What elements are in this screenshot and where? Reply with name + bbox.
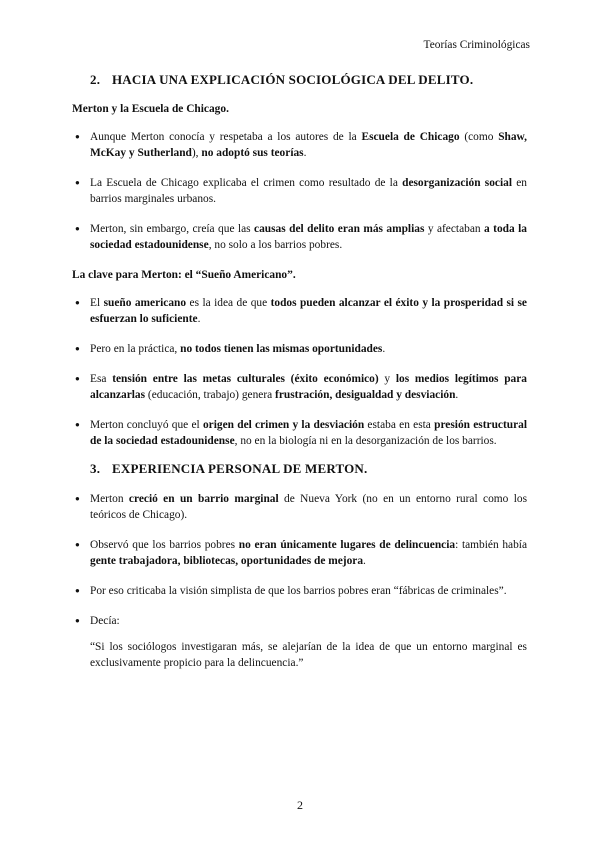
text-run: Decía: (90, 615, 120, 627)
bold-text: los medios legítimos para alcanzarlas (90, 373, 527, 401)
bullet-item (72, 129, 527, 161)
bold-text: sueño americano (103, 297, 187, 309)
bold-text: a toda la sociedad estadounidense (90, 223, 527, 251)
subsection-merton-chicago-list (72, 129, 527, 253)
text-run: Esa (90, 373, 113, 385)
text-run: . (363, 555, 366, 567)
bold-text: origen del crimen y la desviación (202, 419, 365, 431)
bold-text: tensión entre las metas culturales (éxito económico) (112, 373, 379, 385)
section-3-list (72, 491, 527, 629)
merton-quote: “Si los sociólogos investigaran más, se alejarían de la idea de que un entorno marginal es exclusivamente propicio para la delincuencia.” (90, 641, 527, 669)
subsection-american-dream-list (72, 295, 527, 449)
running-header: Teorías Criminológicas (423, 39, 530, 51)
bullet-item (72, 175, 527, 207)
bold-text: no adoptó sus teorías (201, 147, 304, 159)
text-run: . (197, 313, 201, 325)
text-run: Merton, sin embargo, creía que las (90, 223, 255, 235)
text-run: , no solo a los barrios pobres. (208, 239, 343, 251)
bullet-item (72, 613, 527, 629)
text-run: , no en la biología ni en la desorganización de los barrios. (234, 435, 497, 447)
bullet-item (72, 537, 527, 569)
text-run: Observó que los barrios pobres (90, 539, 239, 551)
section-2-title: HACIA UNA EXPLICACIÓN SOCIOLÓGICA DEL DELITO. (112, 72, 474, 87)
bullet-item (72, 371, 527, 403)
bold-text: creció en un barrio marginal (128, 493, 279, 505)
text-run: ), (191, 147, 202, 159)
bold-text: gente trabajadora, bibliotecas, oportunidades de mejora (90, 555, 364, 567)
bold-text: no eran únicamente lugares de delincuencia (238, 539, 456, 551)
text-run: Pero en la práctica, (90, 343, 181, 355)
bold-text: causas del delito eran más amplias (254, 223, 425, 235)
bullet-item (72, 417, 527, 449)
text-run: (como (459, 131, 499, 143)
text-run: Merton concluyó que el (90, 419, 203, 431)
text-run: y (378, 373, 396, 385)
section-3-title: EXPERIENCIA PERSONAL DE MERTON. (112, 461, 368, 476)
subsection-merton-chicago-title: Merton y la Escuela de Chicago. (72, 103, 229, 115)
text-run: es la idea de que (186, 297, 271, 309)
bold-text: todos pueden alcanzar el éxito y la prosperidad si se esfuerzan lo suficiente (90, 297, 527, 325)
text-run: . (382, 343, 386, 355)
text-run: Merton (90, 493, 129, 505)
text-run: Por eso criticaba la visión simplista de que los barrios pobres eran “fábricas de criminales”. (90, 585, 507, 597)
page-content (72, 70, 527, 671)
bullet-item (72, 491, 527, 523)
bullet-item (72, 221, 527, 253)
text-run: estaba en esta (364, 419, 435, 431)
bold-text: frustración, desigualdad y desviación (275, 389, 456, 401)
bullet-item (72, 583, 527, 599)
text-run: y afectaban (424, 223, 485, 235)
subsection-american-dream-title: La clave para Merton: el “Sueño Americano”. (72, 269, 296, 281)
bold-text: Escuela de Chicago (361, 131, 460, 143)
text-run: : también había (455, 539, 527, 551)
bullet-item (72, 295, 527, 327)
bold-text: desorganización social (402, 177, 513, 189)
section-3-heading (90, 461, 527, 477)
section-3-number: 3. (90, 461, 101, 476)
text-run: en barrios marginales urbanos. (90, 177, 527, 205)
bullet-item (72, 341, 527, 357)
text-run: (educación, trabajo) genera (145, 389, 276, 401)
text-run: . (455, 389, 459, 401)
bold-text: Shaw, McKay y Sutherland (90, 131, 527, 159)
text-run: . (303, 147, 307, 159)
section-2-heading (90, 72, 527, 88)
page-number: 2 (297, 798, 303, 812)
bold-text: presión estructural de la sociedad estadounidense (90, 419, 528, 447)
text-run: de Nueva York (no en un entorno rural como los teóricos de Chicago). (90, 493, 527, 521)
section-2-number: 2. (90, 72, 101, 87)
bold-text: no todos tienen las mismas oportunidades (180, 343, 383, 355)
text-run: El (90, 297, 104, 309)
text-run: Aunque Merton conocía y respetaba a los autores de la (90, 131, 362, 143)
text-run: La Escuela de Chicago explicaba el crimen como resultado de la (90, 177, 403, 189)
